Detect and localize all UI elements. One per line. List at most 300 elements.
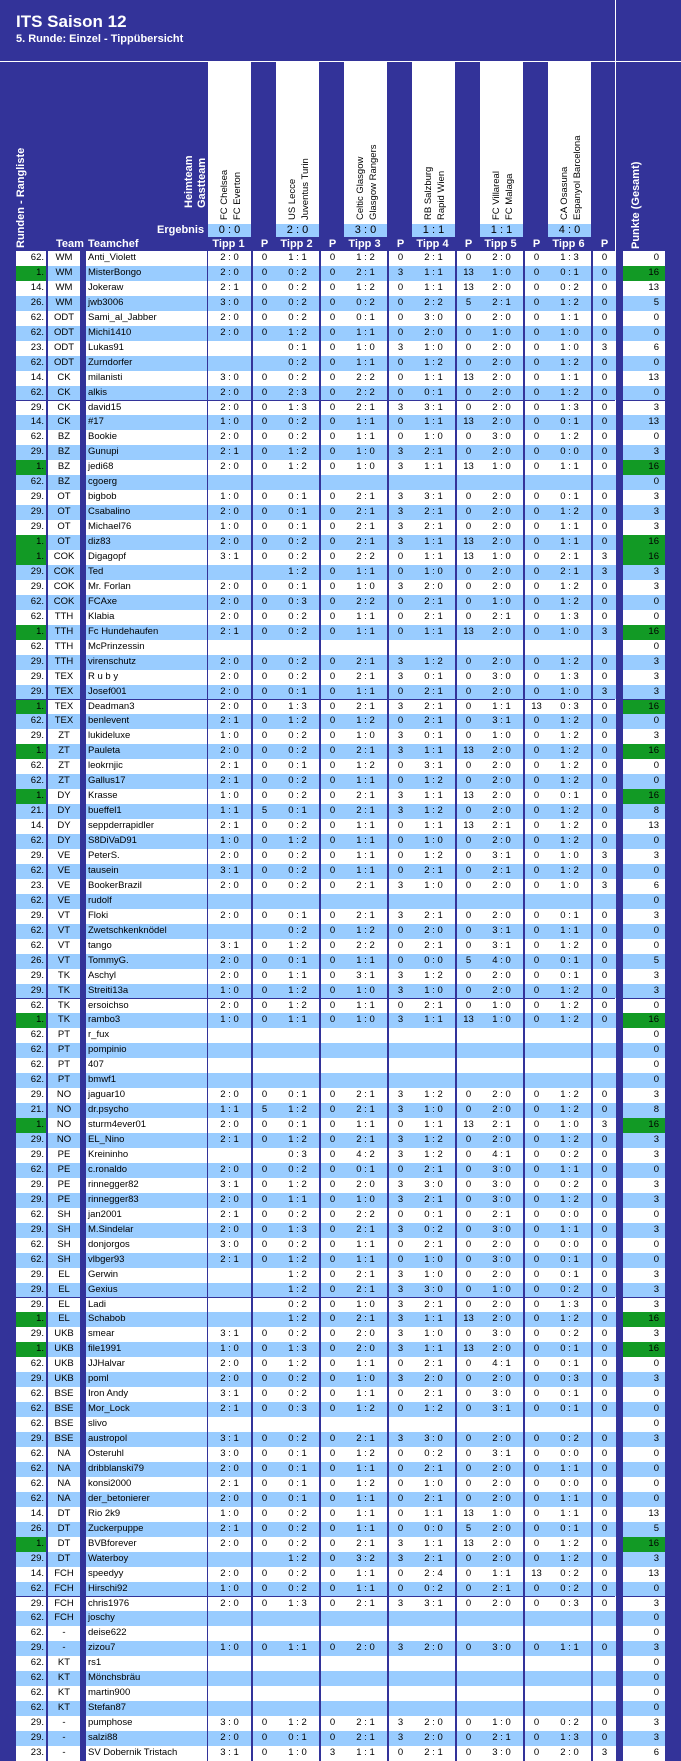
points-cell: 0 xyxy=(253,729,276,744)
points-cell: 0 xyxy=(525,445,548,460)
tipp-cell: 2 : 1 xyxy=(412,1552,455,1567)
tipp-cell: 1 : 2 xyxy=(548,984,591,999)
points-cell: 0 xyxy=(593,595,616,610)
points-cell: 0 xyxy=(457,1432,480,1447)
tipp-cell: 2 : 1 xyxy=(412,700,455,715)
points-cell: 0 xyxy=(457,1193,480,1208)
rank-cell: 1. xyxy=(16,744,46,759)
teamchef-cell: McPrinzessin xyxy=(86,640,207,655)
total-points-cell: 0 xyxy=(623,1462,665,1477)
points-cell: 0 xyxy=(457,1327,480,1342)
rank-cell: 26. xyxy=(16,954,46,969)
team-cell: KT xyxy=(48,1656,80,1671)
rank-cell: 62. xyxy=(16,759,46,774)
tipp-cell: 1 : 0 xyxy=(412,1268,455,1283)
rank-cell: 29. xyxy=(16,1552,46,1567)
tipp-cell: 1 : 0 xyxy=(412,1477,455,1492)
points-cell: 13 xyxy=(525,1567,548,1582)
tipp-cell: 1 : 2 xyxy=(344,759,387,774)
points-cell: 0 xyxy=(389,999,412,1014)
total-points-cell: 0 xyxy=(623,1626,665,1641)
total-points-cell: 8 xyxy=(623,1103,665,1118)
tipp-cell: 1 : 0 xyxy=(344,1372,387,1387)
tipp-cell: 1 : 0 xyxy=(412,984,455,999)
tipp-cell: 3 : 0 xyxy=(480,1387,523,1402)
total-points-cell: 0 xyxy=(623,924,665,939)
total-points-cell: 0 xyxy=(623,1163,665,1178)
team-cell: BSE xyxy=(48,1432,80,1447)
tipp-cell: 2 : 0 xyxy=(480,984,523,999)
tipp-cell xyxy=(412,1626,455,1641)
points-cell: 0 xyxy=(253,1537,276,1552)
tipp-cell: 3 : 0 xyxy=(480,1223,523,1238)
tipp-cell: 2 : 0 xyxy=(480,1597,523,1612)
table-row xyxy=(0,1327,681,1342)
points-cell: 0 xyxy=(457,1731,480,1746)
points-cell: 0 xyxy=(321,655,344,670)
tipp-cell: 0 : 1 xyxy=(548,1342,591,1357)
points-cell xyxy=(389,1671,412,1686)
points-cell xyxy=(389,1058,412,1073)
table-row xyxy=(0,1537,681,1552)
total-points-cell: 16 xyxy=(623,460,665,475)
team-cell: UKB xyxy=(48,1342,80,1357)
tipp-cell: 1 : 1 xyxy=(548,1462,591,1477)
tipp-cell xyxy=(208,924,251,939)
points-cell: 0 xyxy=(593,1327,616,1342)
points-cell xyxy=(593,1701,616,1716)
rank-cell: 29. xyxy=(16,1193,46,1208)
tipp-cell: 2 : 1 xyxy=(480,1731,523,1746)
tipp-cell: 1 : 1 xyxy=(344,999,387,1014)
points-cell: 0 xyxy=(253,625,276,640)
tipp-cell: 1 : 2 xyxy=(344,714,387,729)
tipp-cell: 3 : 1 xyxy=(208,939,251,954)
total-points-cell: 3 xyxy=(623,1193,665,1208)
points-cell: 3 xyxy=(389,445,412,460)
tipp-cell: 2 : 1 xyxy=(344,520,387,535)
away-team-label: FC Everton xyxy=(232,171,243,220)
points-cell: 0 xyxy=(253,251,276,266)
tipp-cell xyxy=(208,1268,251,1283)
points-cell: 0 xyxy=(525,490,548,505)
table-row xyxy=(0,341,681,356)
points-cell: 0 xyxy=(457,729,480,744)
tipp-cell: 1 : 2 xyxy=(412,774,455,789)
points-cell: 0 xyxy=(525,296,548,311)
team-cell: ODT xyxy=(48,311,80,326)
points-cell: 13 xyxy=(457,1013,480,1028)
tipp-cell: 0 : 1 xyxy=(548,1387,591,1402)
teamchef-cell: ersoichso xyxy=(86,999,207,1014)
points-cell: 3 xyxy=(389,401,412,416)
team-cell: NA xyxy=(48,1447,80,1462)
points-cell: 0 xyxy=(321,1223,344,1238)
points-cell: 3 xyxy=(389,1372,412,1387)
points-cell: 0 xyxy=(389,1477,412,1492)
tipp-cell: 1 : 2 xyxy=(344,1402,387,1417)
teamchef-cell: jedi68 xyxy=(86,460,207,475)
points-cell xyxy=(593,1073,616,1088)
tipp-cell: 1 : 0 xyxy=(344,460,387,475)
teamchef-cell: rs1 xyxy=(86,1656,207,1671)
points-cell: 0 xyxy=(457,924,480,939)
points-cell: 0 xyxy=(321,1163,344,1178)
points-cell: 0 xyxy=(525,1641,548,1656)
rank-cell: 1. xyxy=(16,266,46,281)
points-cell: 0 xyxy=(253,595,276,610)
tipp-cell xyxy=(344,1626,387,1641)
tipp-cell: 1 : 3 xyxy=(548,1298,591,1313)
table-row xyxy=(0,460,681,475)
points-cell: 0 xyxy=(525,1537,548,1552)
points-cell: 0 xyxy=(525,1372,548,1387)
tipp-header: Tipp 3 xyxy=(348,238,381,250)
points-cell: 0 xyxy=(253,1253,276,1268)
points-cell xyxy=(321,475,344,490)
points-cell: 0 xyxy=(525,1298,548,1313)
tipp-cell: 0 : 2 xyxy=(276,670,319,685)
tipp-cell: 0 : 2 xyxy=(276,610,319,625)
tipp-cell: 0 : 0 xyxy=(412,1522,455,1537)
tipp-cell xyxy=(276,1686,319,1701)
points-cell: 0 xyxy=(525,1522,548,1537)
teamchef-cell: Josef001 xyxy=(86,685,207,700)
tipp-cell: 1 : 2 xyxy=(548,1013,591,1028)
points-cell: 0 xyxy=(593,954,616,969)
teamchef-cell: Stefan87 xyxy=(86,1701,207,1716)
points-cell: 0 xyxy=(457,1268,480,1283)
table-row xyxy=(0,1238,681,1253)
tipp-cell: 1 : 0 xyxy=(208,1641,251,1656)
teamchef-cell: poml xyxy=(86,1372,207,1387)
tipp-cell xyxy=(208,1626,251,1641)
table-row xyxy=(0,700,681,715)
teamchef-cell: Lukas91 xyxy=(86,341,207,356)
points-cell: 0 xyxy=(525,610,548,625)
teamchef-cell: TommyG. xyxy=(86,954,207,969)
tipp-cell xyxy=(208,894,251,909)
tipp-cell: 2 : 2 xyxy=(344,1208,387,1223)
tipp-cell: 3 : 0 xyxy=(480,1746,523,1761)
points-cell xyxy=(253,1073,276,1088)
points-cell: 0 xyxy=(321,326,344,341)
table-row xyxy=(0,1163,681,1178)
rank-cell: 29. xyxy=(16,849,46,864)
rank-cell: 62. xyxy=(16,924,46,939)
points-cell: 0 xyxy=(321,386,344,401)
tipp-cell: 1 : 1 xyxy=(412,550,455,565)
table-row xyxy=(0,1611,681,1626)
tipp-cell: 1 : 0 xyxy=(412,430,455,445)
total-points-cell: 3 xyxy=(623,1148,665,1163)
team-cell: DT xyxy=(48,1507,80,1522)
table-row xyxy=(0,774,681,789)
tipp-cell: 2 : 0 xyxy=(480,311,523,326)
points-cell: 0 xyxy=(525,565,548,580)
tipp-cell: 1 : 1 xyxy=(412,460,455,475)
tipp-cell: 1 : 2 xyxy=(548,759,591,774)
points-cell xyxy=(593,1028,616,1043)
total-points-cell: 3 xyxy=(623,670,665,685)
team-cell: - xyxy=(48,1626,80,1641)
points-cell: 0 xyxy=(321,1312,344,1327)
team-cell: FCH xyxy=(48,1611,80,1626)
points-cell: 0 xyxy=(525,939,548,954)
tipp-cell: 2 : 1 xyxy=(344,490,387,505)
table-row xyxy=(0,445,681,460)
points-cell: 13 xyxy=(457,266,480,281)
table-row xyxy=(0,490,681,505)
teamchef-cell: Michi1410 xyxy=(86,326,207,341)
tipp-cell: 2 : 0 xyxy=(412,580,455,595)
team-cell: SH xyxy=(48,1223,80,1238)
tipp-cell: 1 : 2 xyxy=(412,849,455,864)
tipp-cell: 0 : 2 xyxy=(276,774,319,789)
tipp-cell: 3 : 0 xyxy=(480,1178,523,1193)
table-row xyxy=(0,1073,681,1088)
points-cell: 0 xyxy=(253,1492,276,1507)
team-cell: UKB xyxy=(48,1372,80,1387)
points-cell: 0 xyxy=(525,595,548,610)
teamchef-cell: BookerBrazil xyxy=(86,879,207,894)
total-points-cell: 0 xyxy=(623,595,665,610)
tipp-cell: 1 : 0 xyxy=(548,326,591,341)
points-cell xyxy=(321,1686,344,1701)
tipp-cell: 2 : 0 xyxy=(208,1537,251,1552)
points-cell: 0 xyxy=(593,266,616,281)
points-cell: 0 xyxy=(525,1597,548,1612)
teamchef-cell: Gerwin xyxy=(86,1268,207,1283)
tipp-cell: 3 : 0 xyxy=(480,1193,523,1208)
tipp-cell: 1 : 1 xyxy=(344,565,387,580)
tipp-cell: 1 : 1 xyxy=(344,864,387,879)
points-cell: 0 xyxy=(457,1641,480,1656)
total-points-cell: 0 xyxy=(623,1656,665,1671)
tipp-cell xyxy=(344,1611,387,1626)
points-cell xyxy=(525,640,548,655)
tipp-cell xyxy=(344,894,387,909)
match-result: 3 : 0 xyxy=(344,224,387,237)
points-cell: 0 xyxy=(389,1746,412,1761)
team-cell: TEX xyxy=(48,714,80,729)
tipp-cell xyxy=(344,640,387,655)
rank-cell: 1. xyxy=(16,700,46,715)
tipp-cell: 1 : 2 xyxy=(344,1477,387,1492)
match-result: 1 : 1 xyxy=(412,224,455,237)
tipp-cell xyxy=(548,894,591,909)
tipp-cell: 1 : 0 xyxy=(344,341,387,356)
team-cell: TTH xyxy=(48,655,80,670)
tipp-cell: 3 : 1 xyxy=(412,490,455,505)
table-row xyxy=(0,1058,681,1073)
points-cell: 0 xyxy=(593,311,616,326)
tipp-cell: 3 : 1 xyxy=(208,1746,251,1761)
tipp-cell: 0 : 0 xyxy=(548,1447,591,1462)
total-points-cell: 3 xyxy=(623,1268,665,1283)
points-cell: 0 xyxy=(321,610,344,625)
points-cell: 0 xyxy=(593,1477,616,1492)
points-cell: 0 xyxy=(593,1013,616,1028)
tipp-cell: 0 : 1 xyxy=(276,1447,319,1462)
tipp-cell: 2 : 1 xyxy=(344,1133,387,1148)
tipp-cell: 0 : 2 xyxy=(548,1283,591,1298)
rank-cell: 14. xyxy=(16,1507,46,1522)
tipp-cell xyxy=(276,1701,319,1716)
tipp-cell: 2 : 1 xyxy=(412,595,455,610)
table-row xyxy=(0,430,681,445)
points-cell: 0 xyxy=(457,1133,480,1148)
total-points-cell: 16 xyxy=(623,1537,665,1552)
team-cell: BSE xyxy=(48,1387,80,1402)
points-cell xyxy=(321,1043,344,1058)
rank-cell: 62. xyxy=(16,1701,46,1716)
tipp-cell: 2 : 0 xyxy=(480,1298,523,1313)
rank-cell: 29. xyxy=(16,655,46,670)
points-cell: 0 xyxy=(457,1103,480,1118)
tipp-cell: 1 : 0 xyxy=(208,834,251,849)
points-cell: 0 xyxy=(321,984,344,999)
team-cell: PT xyxy=(48,1058,80,1073)
team-cell: ODT xyxy=(48,356,80,371)
total-points-cell: 0 xyxy=(623,1253,665,1268)
total-points-cell: 0 xyxy=(623,1686,665,1701)
tipp-cell: 2 : 0 xyxy=(208,969,251,984)
points-cell: 0 xyxy=(525,879,548,894)
total-points-cell: 16 xyxy=(623,700,665,715)
points-cell: 3 xyxy=(389,1088,412,1103)
total-points-cell: 0 xyxy=(623,1028,665,1043)
points-cell xyxy=(525,1058,548,1073)
tipp-cell: 0 : 1 xyxy=(548,490,591,505)
points-cell: 0 xyxy=(525,1283,548,1298)
teamchef-cell: speedyy xyxy=(86,1567,207,1582)
total-points-cell: 0 xyxy=(623,939,665,954)
rank-cell: 62. xyxy=(16,939,46,954)
points-cell: 0 xyxy=(321,535,344,550)
table-row xyxy=(0,266,681,281)
points-cell: 0 xyxy=(253,1223,276,1238)
team-cell: EL xyxy=(48,1312,80,1327)
points-cell: 0 xyxy=(321,1133,344,1148)
tipp-cell: 1 : 1 xyxy=(344,1387,387,1402)
tipp-cell: 1 : 2 xyxy=(412,969,455,984)
tipp-cell xyxy=(548,1028,591,1043)
points-cell: 0 xyxy=(593,670,616,685)
tipp-cell: 1 : 3 xyxy=(548,670,591,685)
tipp-cell: 3 : 1 xyxy=(412,759,455,774)
points-cell xyxy=(525,475,548,490)
heimteam-header: Heimteam xyxy=(183,155,195,208)
tipp-cell: 0 : 0 xyxy=(548,1208,591,1223)
points-cell: 0 xyxy=(457,356,480,371)
points-cell xyxy=(525,1073,548,1088)
tipp-cell: 1 : 0 xyxy=(412,834,455,849)
tipp-cell: 1 : 0 xyxy=(480,326,523,341)
tipp-cell: 1 : 3 xyxy=(276,401,319,416)
total-points-cell: 6 xyxy=(623,1746,665,1761)
tipp-cell: 1 : 0 xyxy=(548,685,591,700)
tipp-cell: 2 : 0 xyxy=(208,1223,251,1238)
points-cell: 0 xyxy=(389,1357,412,1372)
table-row xyxy=(0,625,681,640)
points-cell xyxy=(525,1626,548,1641)
table-row xyxy=(0,714,681,729)
tipp-cell: 1 : 0 xyxy=(412,1253,455,1268)
tipp-cell xyxy=(276,1671,319,1686)
teamchef-cell: R u b y xyxy=(86,670,207,685)
tipp-cell: 1 : 2 xyxy=(276,1552,319,1567)
points-cell: 0 xyxy=(253,1582,276,1597)
team-cell: OT xyxy=(48,535,80,550)
points-cell: 0 xyxy=(321,670,344,685)
points-cell: 3 xyxy=(389,520,412,535)
points-cell: 0 xyxy=(457,1582,480,1597)
total-points-cell: 3 xyxy=(623,729,665,744)
tipp-cell: 1 : 3 xyxy=(276,1223,319,1238)
points-cell: 0 xyxy=(389,939,412,954)
points-cell: 0 xyxy=(593,1641,616,1656)
tipp-cell: 2 : 0 xyxy=(208,460,251,475)
tipp-cell: 1 : 1 xyxy=(480,700,523,715)
tipp-cell xyxy=(412,1701,455,1716)
table-row xyxy=(0,759,681,774)
table-row xyxy=(0,1597,681,1612)
rank-cell: 14. xyxy=(16,281,46,296)
tipp-cell: 0 : 1 xyxy=(412,1208,455,1223)
points-cell: 0 xyxy=(525,1163,548,1178)
tipp-cell xyxy=(208,1058,251,1073)
teamchef-cell: MisterBongo xyxy=(86,266,207,281)
points-cell: 0 xyxy=(321,460,344,475)
teamchef-cell: Gexius xyxy=(86,1283,207,1298)
points-cell: 0 xyxy=(525,520,548,535)
points-cell: 0 xyxy=(457,834,480,849)
points-cell: 0 xyxy=(457,1477,480,1492)
table-row xyxy=(0,520,681,535)
points-cell: 0 xyxy=(457,1283,480,1298)
points-cell: 0 xyxy=(525,954,548,969)
tipp-cell: 2 : 1 xyxy=(344,1088,387,1103)
points-cell: 13 xyxy=(457,281,480,296)
points-cell: 0 xyxy=(457,505,480,520)
points-cell xyxy=(389,1626,412,1641)
points-cell: 0 xyxy=(253,759,276,774)
points-cell: 0 xyxy=(321,580,344,595)
tipp-cell: 0 : 1 xyxy=(276,490,319,505)
rank-cell: 62. xyxy=(16,999,46,1014)
tipp-cell xyxy=(480,1656,523,1671)
team-cell: PT xyxy=(48,1073,80,1088)
points-cell: 0 xyxy=(593,789,616,804)
tipp-cell: 1 : 0 xyxy=(480,1013,523,1028)
teamchef-cell: tango xyxy=(86,939,207,954)
points-cell xyxy=(253,475,276,490)
points-cell: 0 xyxy=(525,1507,548,1522)
points-cell: 0 xyxy=(457,909,480,924)
teamchef-cell: Mor_Lock xyxy=(86,1402,207,1417)
points-cell: 0 xyxy=(253,1387,276,1402)
points-cell: 3 xyxy=(321,1746,344,1761)
tipp-cell: 1 : 0 xyxy=(548,1118,591,1133)
points-cell xyxy=(253,1148,276,1163)
points-cell: 0 xyxy=(253,969,276,984)
points-cell xyxy=(457,1058,480,1073)
points-cell: 0 xyxy=(593,610,616,625)
tipp-cell: 1 : 1 xyxy=(412,1537,455,1552)
points-cell: 0 xyxy=(253,670,276,685)
teamchef-cell: jaguar10 xyxy=(86,1088,207,1103)
